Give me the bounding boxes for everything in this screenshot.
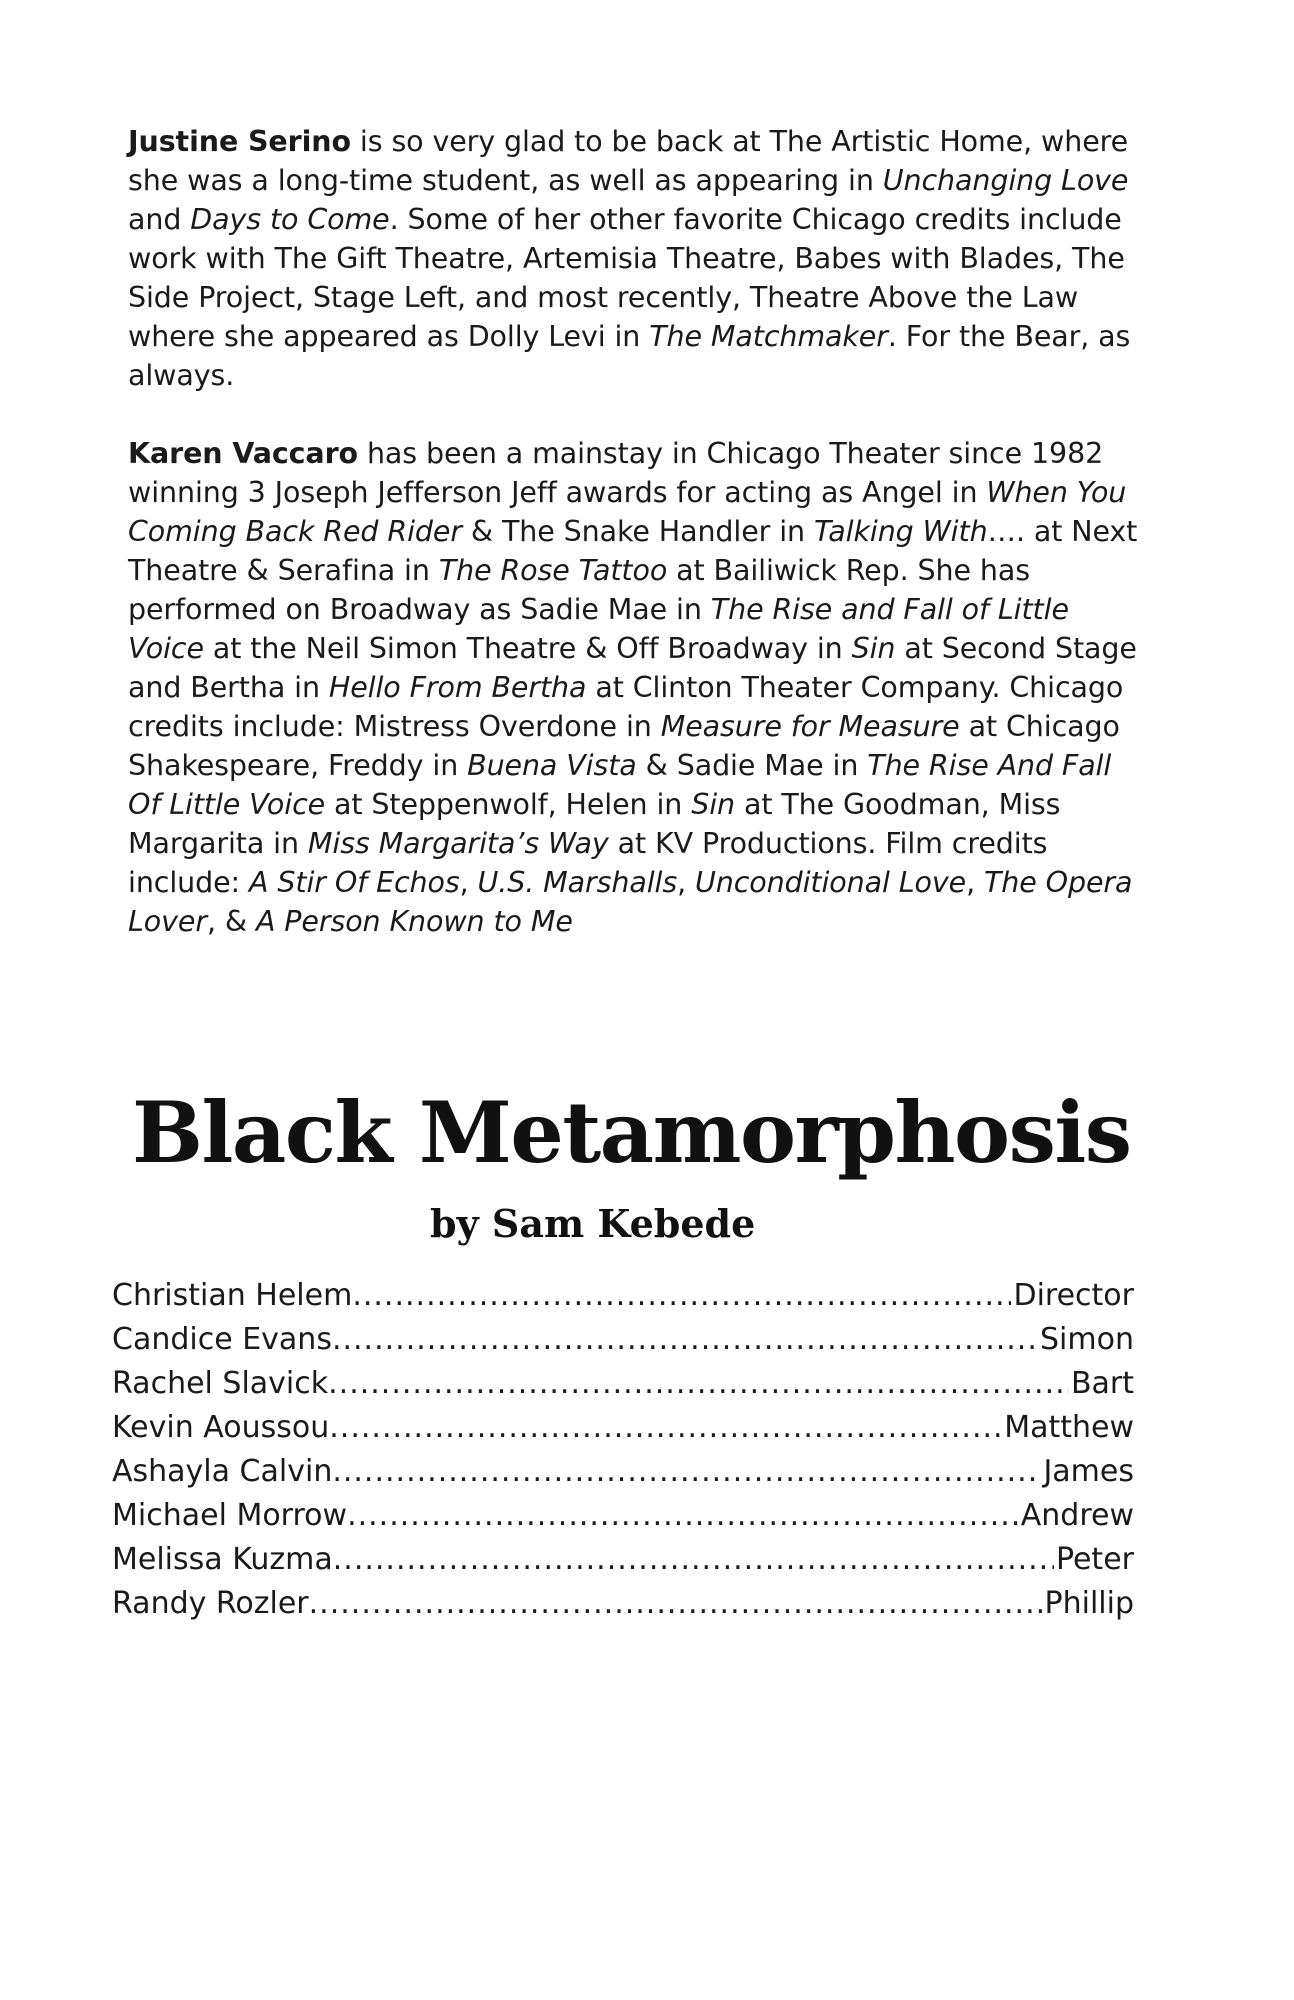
cast-row — [112, 1318, 1134, 1362]
cast-row — [112, 1274, 1134, 1318]
cast-row — [112, 1450, 1134, 1494]
credit-title: The Rose Tattoo — [438, 554, 668, 587]
credit-title: Miss Margarita’s Way — [307, 827, 609, 860]
bio-justine-serino — [128, 122, 1148, 395]
cast-role: Bart — [1070, 1366, 1134, 1401]
play-title: Black Metamorphosis — [132, 1083, 1131, 1182]
cast-role: Director — [1013, 1278, 1134, 1313]
cast-row — [112, 1494, 1134, 1538]
bio-text: at Steppenwolf, Helen in — [325, 788, 692, 821]
credit-title: U.S. Marshalls — [477, 866, 678, 899]
cast-row — [112, 1538, 1134, 1582]
cast-role: Andrew — [1020, 1498, 1134, 1533]
bio-text: , — [459, 866, 478, 899]
credit-title: Buena Vista — [467, 749, 637, 782]
bio-text: , & — [206, 905, 256, 938]
credit-title: The Rise And Fall Of Little Voice — [128, 749, 1112, 821]
credit-title: Talking With — [813, 515, 988, 548]
bio-text: at KV Productions. Film credits include: — [128, 827, 1048, 899]
dot-leader — [332, 1318, 1038, 1362]
credit-title: Sin — [691, 788, 735, 821]
cast-row — [112, 1582, 1134, 1626]
cast-actor: Rachel Slavick — [112, 1366, 329, 1401]
bio-text: & The Snake Handler in — [461, 515, 814, 548]
dot-leader — [352, 1274, 1011, 1318]
bio-text: & Sadie Mae in — [636, 749, 868, 782]
bio-text: . For the Bear, as always. — [128, 320, 1131, 392]
credit-title: Unchanging Love — [882, 164, 1129, 197]
dot-leader — [309, 1582, 1043, 1626]
bio-text: at Second Stage and Bertha in — [128, 632, 1137, 704]
credit-title: Hello From Bertha — [328, 671, 587, 704]
bio-text: , — [966, 866, 984, 899]
bio-text: at Chicago Shakespeare, Freddy in — [128, 710, 1120, 782]
cast-actor: Melissa Kuzma — [112, 1542, 333, 1577]
credit-title: Measure for Measure — [660, 710, 960, 743]
bio-name: Karen Vaccaro — [128, 437, 358, 470]
bio-text: and — [128, 203, 191, 236]
credit-title: A Stir Of Echos — [249, 866, 460, 899]
play-author: by Sam Kebede — [430, 1201, 756, 1246]
dot-leader — [347, 1494, 1019, 1538]
credit-title: The Rise and Fall of Little Voice — [128, 593, 1069, 665]
credit-title: The Opera Lover — [128, 866, 1133, 938]
cast-row — [112, 1362, 1134, 1406]
bio-text: is so very glad to be back at The Artistic Home, where she was a long-time student, as well as appearing in — [128, 125, 1129, 197]
cast-list — [112, 1274, 1134, 1626]
bio-text: at The Goodman, Miss Margarita in — [128, 788, 1061, 860]
credit-title: The Matchmaker — [649, 320, 888, 353]
dot-leader — [333, 1538, 1054, 1582]
cast-actor: Christian Helem — [112, 1278, 353, 1313]
cast-role: Peter — [1055, 1542, 1134, 1577]
bio-karen-vaccaro — [128, 434, 1148, 941]
dot-leader — [328, 1362, 1069, 1406]
credit-title: Sin — [851, 632, 896, 665]
dot-leader — [329, 1406, 1002, 1450]
bio-text: at the Neil Simon Theatre & Off Broadway in — [203, 632, 852, 665]
cast-actor: Candice Evans — [112, 1322, 332, 1357]
cast-actor: Ashayla Calvin — [112, 1454, 333, 1489]
cast-role: Phillip — [1044, 1586, 1134, 1621]
credit-title: Unconditional Love — [695, 866, 967, 899]
cast-row — [112, 1406, 1134, 1450]
credit-title: When You Coming Back Red Rider — [128, 476, 1127, 548]
credit-title: A Person Known to Me — [255, 905, 573, 938]
bio-text: …. at Next Theatre & Serafina in — [128, 515, 1138, 587]
cast-role: Matthew — [1004, 1410, 1134, 1445]
cast-actor: Randy Rozler — [112, 1586, 309, 1621]
cast-actor: Kevin Aoussou — [112, 1410, 330, 1445]
bio-text: at Clinton Theater Company. Chicago credits include: Mistress Overdone in — [128, 671, 1124, 743]
bio-text: has been a mainstay in Chicago Theater since 1982 winning 3 Joseph Jefferson Jeff awards for acting as Angel in — [128, 437, 1104, 509]
bio-text: at Bailiwick Rep. She has performed on Broadway as Sadie Mae in — [128, 554, 1030, 626]
credit-title: Days to Come — [190, 203, 390, 236]
bio-text: , — [677, 866, 696, 899]
bio-text: . Some of her other favorite Chicago credits include work with The Gift Theatre, Artemisia Theatre, Babes with Blades, The Side Project, Stage Left, and most recently, Theatre Above the Law where she appeared as Dolly Levi in — [128, 203, 1125, 353]
dot-leader — [332, 1450, 1041, 1494]
bio-name: Justine Serino — [128, 125, 351, 158]
cast-role: James — [1043, 1454, 1134, 1489]
cast-actor: Michael Morrow — [112, 1498, 348, 1533]
cast-role: Simon — [1040, 1322, 1134, 1357]
